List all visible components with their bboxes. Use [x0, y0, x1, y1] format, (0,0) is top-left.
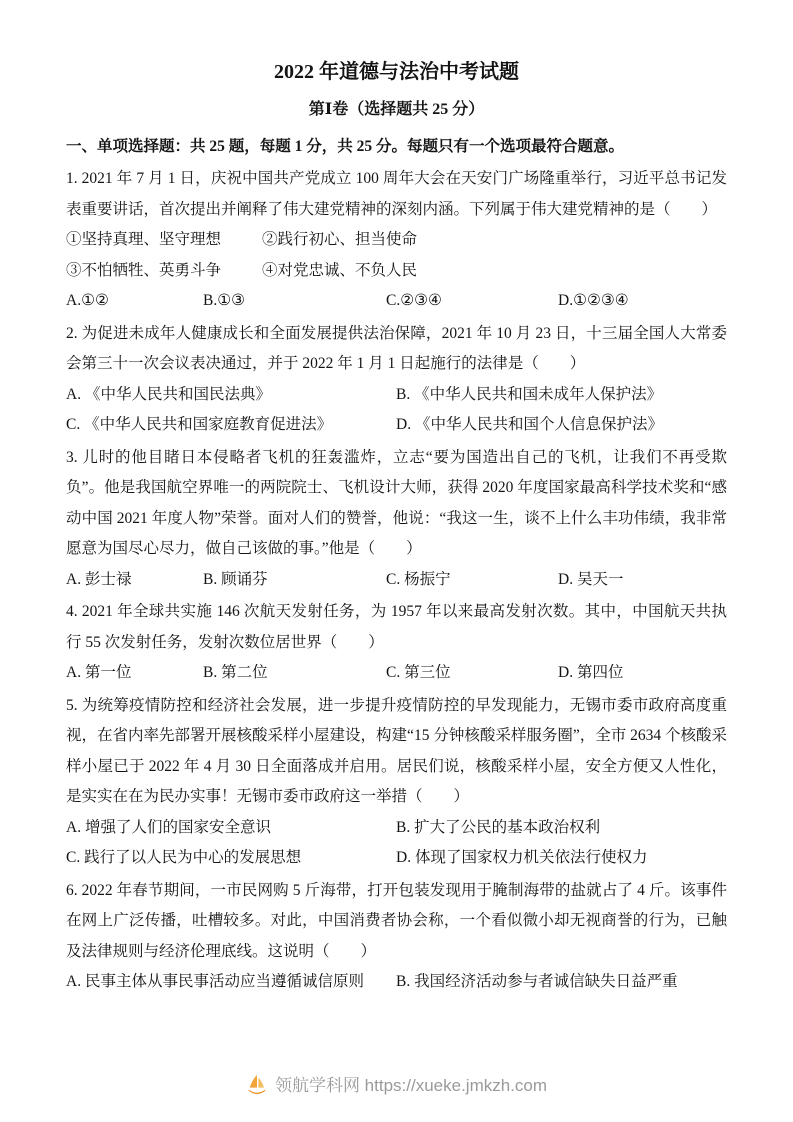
question-stem: 3. 儿时的他目睹日本侵略者飞机的狂轰滥炸，立志“要为国造出自己的飞机，让我们不再受欺负”。他是我国航空界唯一的两院院士、飞机设计大师，获得 2020 年度国家最高科学技术奖和“感动中国 2021 年度人物”荣誉。面对人们的赞誉，他说：“我这一生，谈不上什么丰功伟绩，我非常愿意为国尽心尽力，做自己该做的事。”他是（ ）: [66, 448, 727, 557]
option-d: D.①②③④: [558, 292, 629, 309]
options-row: [66, 286, 727, 317]
page-title: 2022 年道德与法治中考试题: [274, 61, 519, 83]
option-c: C. 第三位: [386, 664, 451, 681]
option-a: A.①②: [66, 292, 109, 309]
options-row: [66, 967, 727, 998]
option-b: B. 《中华人民共和国未成年人保护法》: [396, 385, 663, 403]
options-row: [66, 658, 727, 689]
option-a: A. 民事主体从事民事活动应当遵循诚信原则: [66, 973, 364, 990]
option-c: C. 《中华人民共和国家庭教育促进法》: [66, 416, 333, 433]
option-b: B. 扩大了公民的基本政治权利: [396, 818, 601, 836]
statement-item: ①坚持真理、坚守理想: [66, 231, 222, 248]
question-1: [66, 164, 727, 317]
question-6: [66, 876, 727, 998]
statement-row: [66, 256, 727, 287]
question-stem: 5. 为统筹疫情防控和经济社会发展，进一步提升疫情防控的早发现能力，无锡市委市政府高度重视，在省内率先部署开展核酸采样小屋建设，构建“15 分钟核酸采样服务圈”，全市 2634 个核酸采样小屋已于 2022 年 4 月 30 日全面落成并启用。居民们说，核酸采样小屋，安全方便又人性化，是实实在在为民办实事！无锡市委市政府这一举措（ ）: [66, 696, 727, 805]
option-a: A. 彭士禄: [66, 570, 132, 588]
option-b: B.①③: [203, 292, 246, 309]
question-stem: 2. 为促进未成年人健康成长和全面发展提供法治保障，2021 年 10 月 23 日，十三届全国人大常委会第三十一次会议表决通过，并于 2022 年 1 月 1 日起施行的法律是（ ）: [66, 324, 727, 372]
statement-item: ③不怕牺牲、英勇斗争: [66, 261, 222, 279]
option-b: B. 我国经济活动参与者诚信缺失日益严重: [396, 973, 678, 990]
question-5: [66, 691, 727, 874]
site-logo-icon: [246, 1073, 268, 1095]
statement-item: ④对党忠诚、不负人民: [262, 261, 418, 279]
question-3: [66, 443, 727, 596]
question-stem: 1. 2021 年 7 月 1 日，庆祝中国共产党成立 100 周年大会在天安门广场隆重举行，习近平总书记发表重要讲话，首次提出并阐释了伟大建党精神的深刻内涵。下列属于伟大建党精神的是（ ）: [66, 170, 727, 218]
statement-row: [66, 225, 727, 256]
footer-site-text: 领航学科网 https://xueke.jmkzh.com: [274, 1076, 548, 1095]
option-b: B. 第二位: [203, 664, 268, 681]
option-c: C.②③④: [386, 292, 442, 309]
option-a: A. 第一位: [66, 664, 132, 681]
volume-title: 第Ⅰ卷（选择题共 25 分）: [308, 101, 485, 118]
question-stem: 4. 2021 年全球共实施 146 次航天发射任务，为 1957 年以来最高发射次数。其中，中国航天共执行 55 次发射任务，发射次数位居世界（ ）: [66, 603, 727, 651]
option-d: D. 体现了国家权力机关依法行使权力: [396, 849, 648, 866]
options-row: [66, 843, 727, 874]
options-row: [66, 380, 727, 411]
option-a: A. 增强了人们的国家安全意识: [66, 818, 271, 836]
options-row: [66, 565, 727, 596]
option-d: D. 第四位: [558, 664, 624, 681]
question-2: [66, 319, 727, 441]
footer-watermark: [0, 1071, 793, 1096]
option-c: C. 杨振宁: [386, 570, 451, 588]
statement-item: ②践行初心、担当使命: [262, 231, 418, 248]
option-b: B. 顾诵芬: [203, 570, 268, 588]
section-instruction: 一、单项选择题：共 25 题，每题 1 分，共 25 分。每题只有一个选项最符合题意。: [66, 138, 625, 155]
option-c: C. 践行了以人民为中心的发展思想: [66, 849, 302, 866]
options-row: [66, 410, 727, 441]
option-d: D. 吴天一: [558, 570, 624, 588]
options-row: [66, 813, 727, 844]
question-4: [66, 597, 727, 689]
option-d: D. 《中华人民共和国个人信息保护法》: [396, 416, 663, 433]
question-stem: 6. 2022 年春节期间，一市民网购 5 斤海带，打开包装发现用于腌制海带的盐就占了 4 斤。该事件在网上广泛传播，吐槽较多。对此，中国消费者协会称，一个看似微小却无视商誉的行为，已触及法律规则与经济伦理底线。这说明（ ）: [66, 881, 727, 960]
option-a: A. 《中华人民共和国民法典》: [66, 385, 271, 403]
